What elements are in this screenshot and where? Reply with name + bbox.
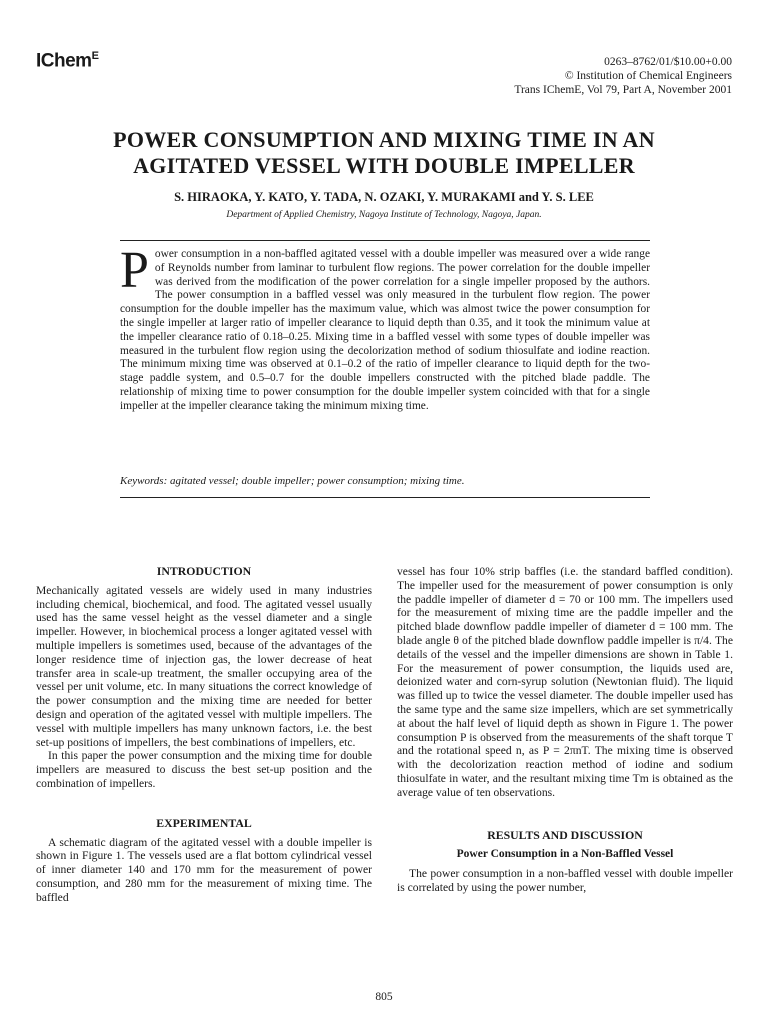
experimental-heading: EXPERIMENTAL <box>156 815 252 830</box>
introduction-paragraph-1: Mechanically agitated vessels are widely used in many industries including chemical, biochemical, and food. The agitated vessel usually used has the same vessel height as the vessel diameter and a single impeller. However, in biochemical process a longer agitated vessel with multiple impellers is sometimes used, because of the advantages of the longer residence time of injection gas, the lower decrease of heat transfer area in scale-up treatment, the smaller occupying area of the vessel per unit volume, etc. In many situations the correct knowledge of the power consumption and the mixing time are needed for better design and operation of the agitated vessel with multiple impellers. The vessel with multiple impellers has many unknown factors, i.e. the best set-up positions of impellers, the best combinations of impellers, etc. <box>36 583 372 749</box>
logo-text: IChem <box>36 50 92 72</box>
article-title <box>40 127 728 179</box>
abstract <box>120 242 650 414</box>
issn-line: 0263–8762/01/$10.00+0.00 <box>604 56 732 68</box>
copyright-line: © Institution of Chemical Engineers <box>564 70 732 82</box>
right-column <box>397 565 733 895</box>
publication-info <box>514 55 732 97</box>
results-heading: RESULTS AND DISCUSSION <box>487 827 643 842</box>
abstract-dropcap: P <box>120 242 149 299</box>
introduction-paragraph-2: In this paper the power consumption and the mixing time for double impellers are measured to discuss the best set-up position and the combination of impellers. <box>36 749 372 790</box>
title-line-1: POWER CONSUMPTION AND MIXING TIME IN AN <box>113 127 655 152</box>
page-number: 805 <box>375 991 393 1003</box>
left-column <box>36 565 372 905</box>
abstract-text: ower consumption in a non-baffled agitated vessel with a double impeller was measured over a wide range of Reynolds number from laminar to turbulent flow regions. The power correlation for the double impeller was derived from the modification of the power correlation for a single impeller proposed by the authors. The power consumption in a baffled vessel was only measured in the turbulent flow region. The power consumption for the double impeller has the maximum value, which was almost twice the power consumption for the single impeller at larger ratio of impeller clearance to liquid depth than 0.35, and it took the minimum value at the impeller clearance ratio of 0.18–0.25. Mixing time in a baffled vessel with some types of double impeller was measured in the turbulent flow region using the decolorization method of sodium thiosulfate and iodine reaction. The minimum mixing time was observed at 0.1–0.2 of the ratio of impeller clearance to liquid depth for the two-stage paddle system, and 0.5–0.7 for the double impellers constructed with the pitched blade paddle. The relationship of mixing time to power consumption for the double impeller system coincided with that for a single impeller at the impeller clearance taking the minimum mixing time. <box>120 248 650 412</box>
title-line-2: AGITATED VESSEL WITH DOUBLE IMPELLER <box>133 153 635 178</box>
ichem-logo <box>36 50 98 72</box>
abstract-top-rule <box>120 240 650 241</box>
keywords: Keywords: agitated vessel; double impeller; power consumption; mixing time. <box>120 475 465 487</box>
journal-line: Trans IChemE, Vol 79, Part A, November 2001 <box>514 84 732 96</box>
authors: S. HIRAOKA, Y. KATO, Y. TADA, N. OZAKI, Y. MURAKAMI and Y. S. LEE <box>174 190 594 204</box>
results-subheading: Power Consumption in a Non-Baffled Vessel <box>456 848 674 861</box>
results-paragraph-1: The power consumption in a non-baffled vessel with double impeller is correlated by using the power number, <box>397 867 733 894</box>
experimental-paragraph-1: A schematic diagram of the agitated vessel with a double impeller is shown in Figure 1. The vessels used are a flat bottom cylindrical vessel of inner diameter 140 and 170 mm for the measurement of power consumption, and 280 mm for the measurement of mixing time. The baffled <box>36 835 372 904</box>
introduction-heading: INTRODUCTION <box>156 564 252 578</box>
right-paragraph-1: vessel has four 10% strip baffles (i.e. the standard baffled condition). The impeller used for the measurement of power consumption is only the paddle impeller of diameter d = 70 or 100 mm. The impellers used for the measurement of mixing time are the paddle impeller and the pitched blade downflow paddle impeller of diameter d = 100 mm. The blade angle θ of the pitched blade downflow paddle impeller is π/4. The details of the vessel and the impeller dimensions are shown in Table 1. For the measurement of power consumption, the liquids used are, deionized water and corn-syrup solution (Newtonian fluid). The liquid was filled up to twice the vessel diameter. The double impeller used has the same type and the same size impellers, which are set symmetrically at about the half level of liquid depth as shown in Figure 1. The power consumption P is observed from the measurements of the shaft torque T and the rotational speed n, as P = 2πnT. The mixing time is observed with the decolorization reaction method of iodine and sodium thiosulfate in water, and the resultant mixing time Tm is obtained as the average value of ten observations. <box>397 565 733 799</box>
abstract-bottom-rule <box>120 497 650 498</box>
affiliation: Department of Applied Chemistry, Nagoya Institute of Technology, Nagoya, Japan. <box>226 210 542 220</box>
logo-superscript: E <box>91 50 99 62</box>
